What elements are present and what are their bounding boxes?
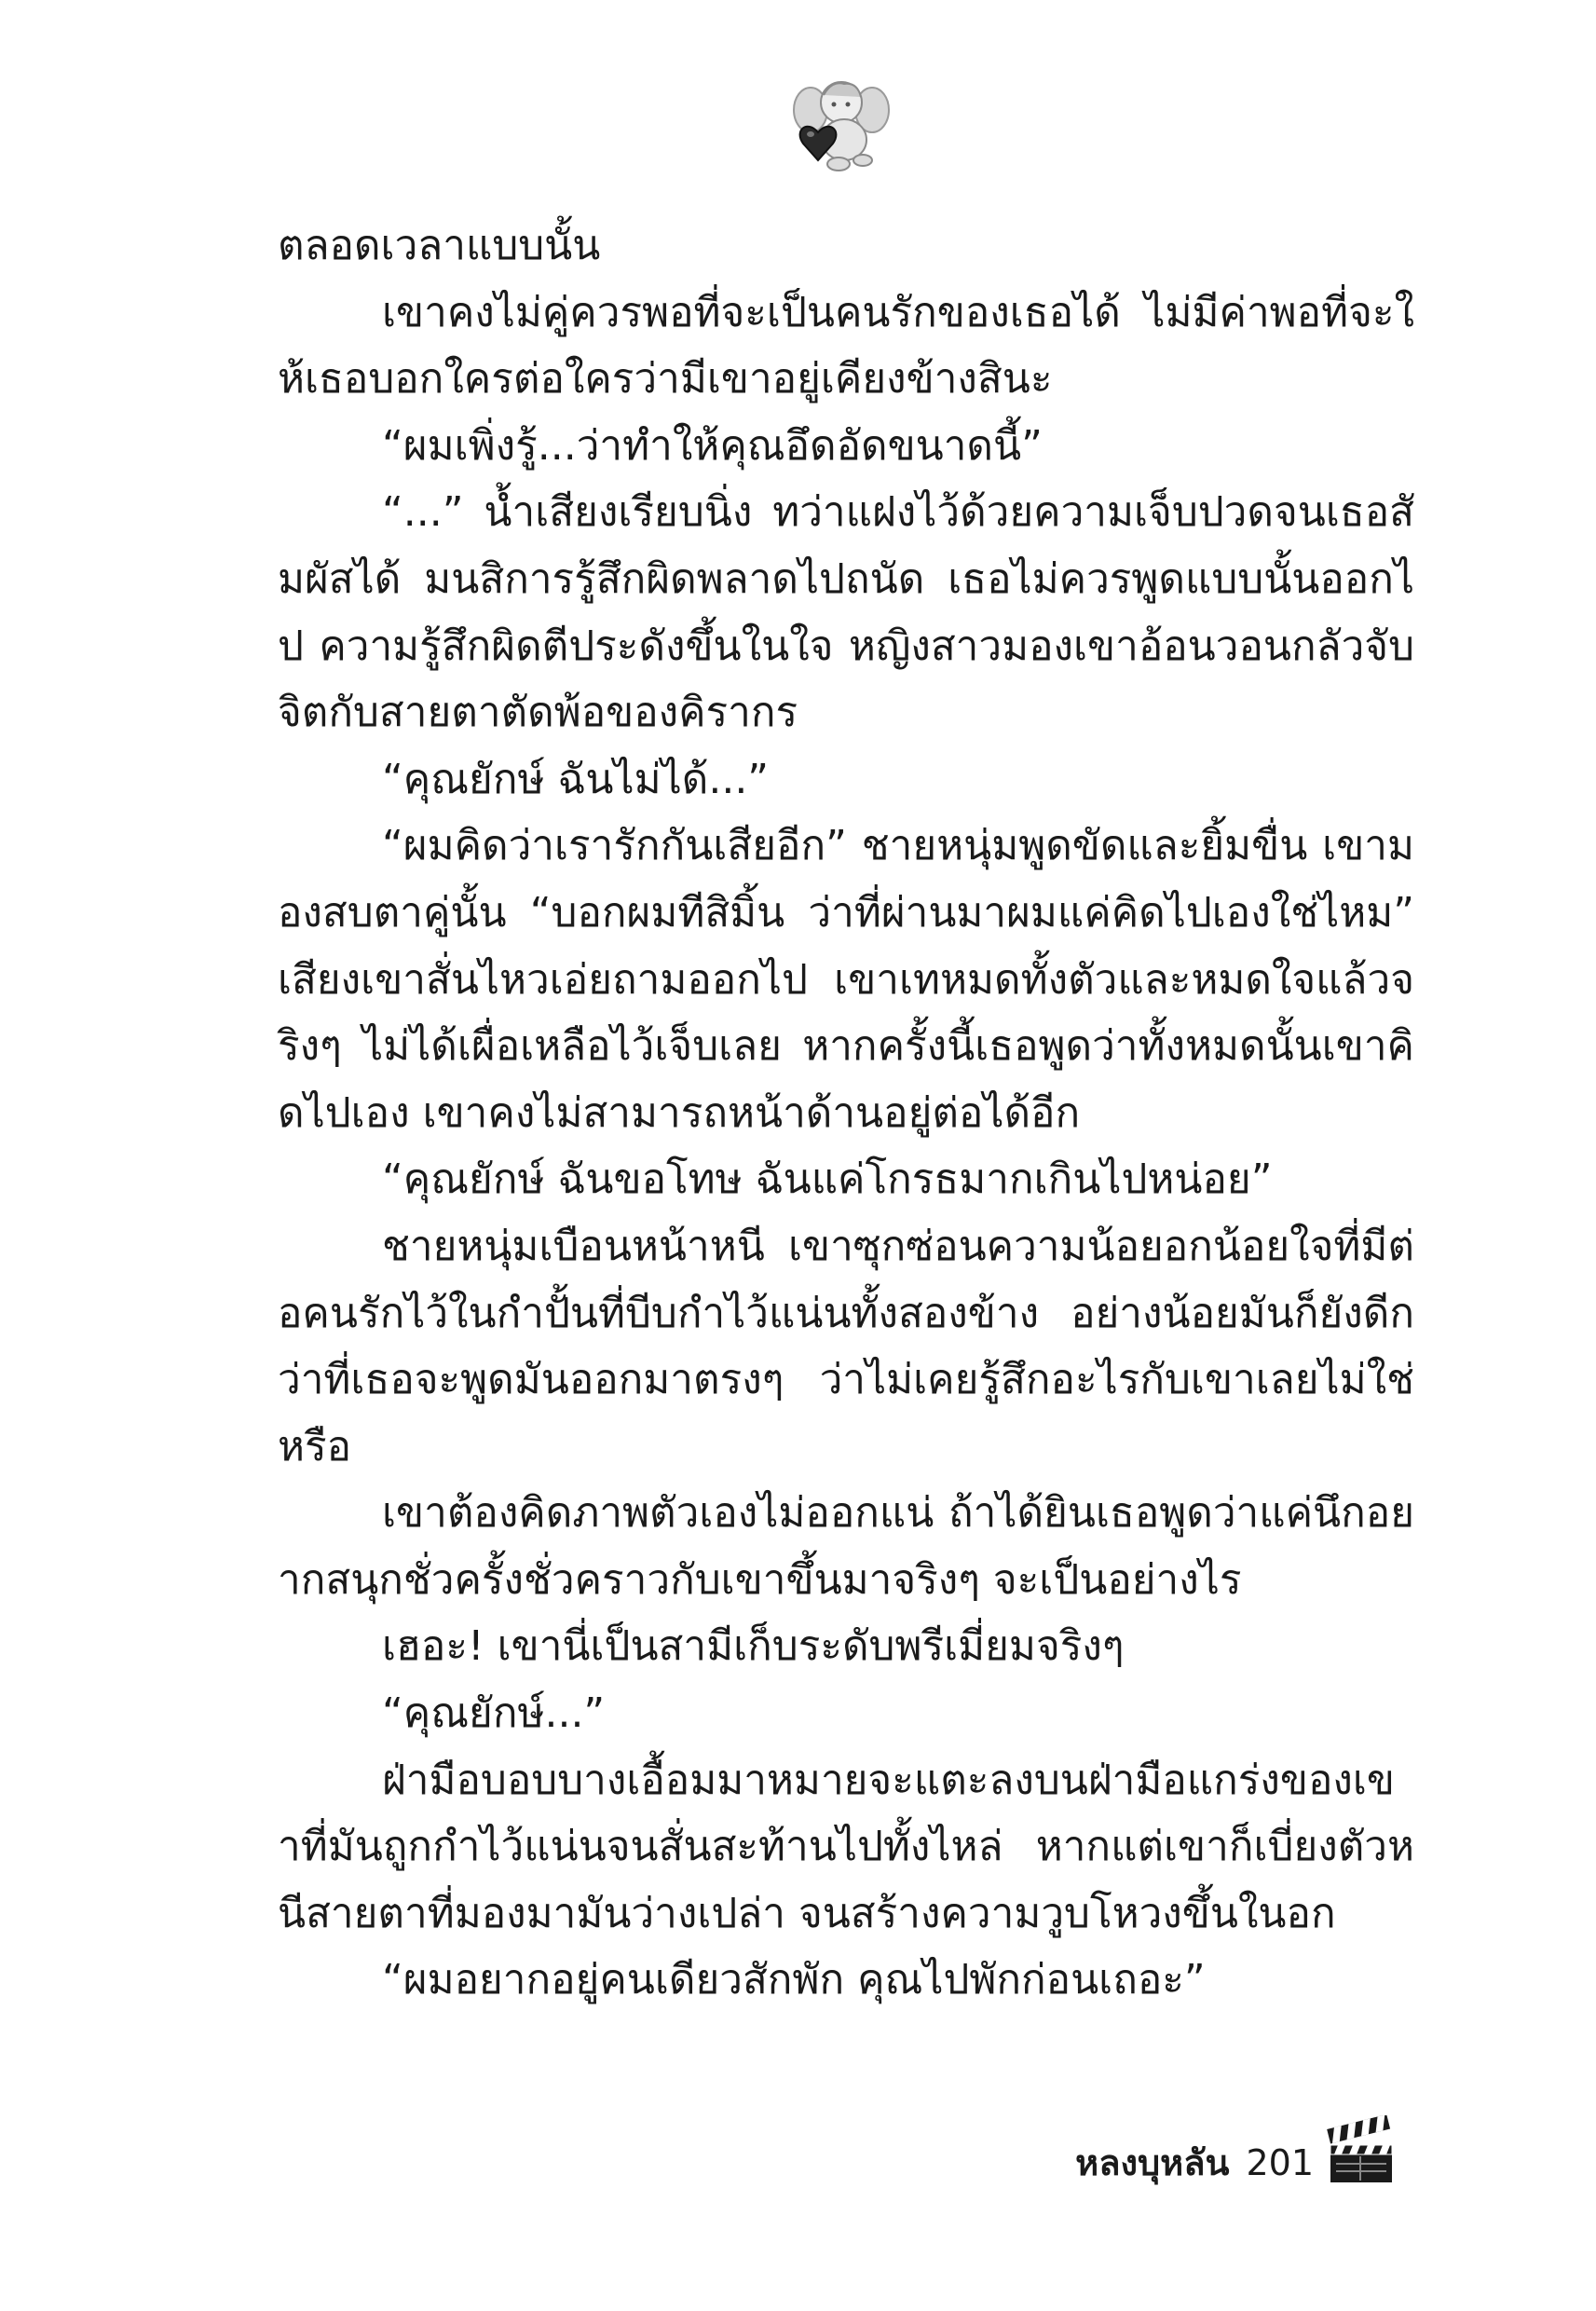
paragraph: เขาต้องคิดภาพตัวเองไม่ออกแน่ ถ้าได้ยินเธอพูดว่าแค่นึกอยากสนุกชั่วครั้งชั่วคราวกับเขาขึ้นมาจริงๆ จะเป็นอย่างไร (278, 1489, 1414, 1604)
cupid-heart-icon (790, 75, 893, 177)
book-title: หลงบุหลัน (1075, 2142, 1230, 2183)
page-number: 201 (1246, 2142, 1314, 2183)
paragraph: “ผมเพิ่งรู้...ว่าทำให้คุณอึดอัดขนาดนี้” (382, 421, 1043, 470)
text-body (278, 212, 1414, 2014)
paragraph: ชายหนุ่มเบือนหน้าหนี เขาซุกซ่อนความน้อยอกน้อยใจที่มีต่อคนรักไว้ในกำปั้นที่บีบกำไว้แน่นทั้งสองข้าง อย่างน้อยมันก็ยังดีกว่าที่เธอจะพูดมันออกมาตรงๆ ว่าไม่เคยรู้สึกอะไรกับเขาเลยไม่ใช่หรือ (278, 1222, 1414, 1470)
paragraph: “คุณยักษ์...” (382, 1689, 606, 1738)
paragraph: ฝ่ามือบอบบางเอื้อมมาหมายจะแตะลงบนฝ่ามือแกร่งของเขาที่มันถูกกำไว้แน่นจนสั่นสะท้านไปทั้งไหล่ หากแต่เขาก็เบี่ยงตัวหนีสายตาที่มองมามันว่างเปล่า จนสร้างความวูบโหวงขึ้นในอก (278, 1756, 1414, 1937)
paragraph: “ผมอยากอยู่คนเดียวสักพัก คุณไปพักก่อนเถอะ” (382, 1956, 1206, 2004)
paragraph: “...” น้ำเสียงเรียบนิ่ง ทว่าแฝงไว้ด้วยความเจ็บปวดจนเธอสัมผัสได้ มนสิการรู้สึกผิดพลาดไปถนัด เธอไม่ควรพูดแบบนั้นออกไป ความรู้สึกผิดตีประดังขึ้นในใจ หญิงสาวมองเขาอ้อนวอนกลัวจับจิตกับสายตาตัดพ้อของคิรากร (278, 488, 1414, 737)
paragraph: ตลอดเวลาแบบนั้น (278, 222, 601, 269)
paragraph: เขาคงไม่คู่ควรพอที่จะเป็นคนรักของเธอได้ ไม่มีค่าพอที่จะให้เธอบอกใครต่อใครว่ามีเขาอยู่เคียงข้างสินะ (278, 288, 1414, 403)
paragraph: เฮอะ! เขานี่เป็นสามีเก็บระดับพรีเมี่ยมจริงๆ (382, 1622, 1125, 1671)
paragraph: “ผมคิดว่าเรารักกันเสียอีก” ชายหนุ่มพูดขัดและยิ้มขื่น เขามองสบตาคู่นั้น “บอกผมทีสิมิ้น ว่าที่ผ่านมาผมแค่คิดไปเองใช่ไหม” เสียงเขาสั่นไหวเอ่ยถามออกไป เขาเทหมดทั้งตัวและหมดใจแล้วจริงๆ ไม่ได้เผื่อเหลือไว้เจ็บเลย หากครั้งนี้เธอพูดว่าทั้งหมดนั้นเขาคิดไปเอง เขาคงไม่สามารถหน้าด้านอยู่ต่อได้อีก (278, 822, 1414, 1137)
footer-label (1075, 2134, 1314, 2191)
paragraph: “คุณยักษ์ ฉันขอโทษ ฉันแค่โกรธมากเกินไปหน่อย” (382, 1156, 1273, 1204)
page-footer (1025, 2113, 1425, 2197)
paragraph: “คุณยักษ์ ฉันไม่ได้...” (382, 755, 770, 803)
clapperboard-icon (1325, 2115, 1398, 2188)
